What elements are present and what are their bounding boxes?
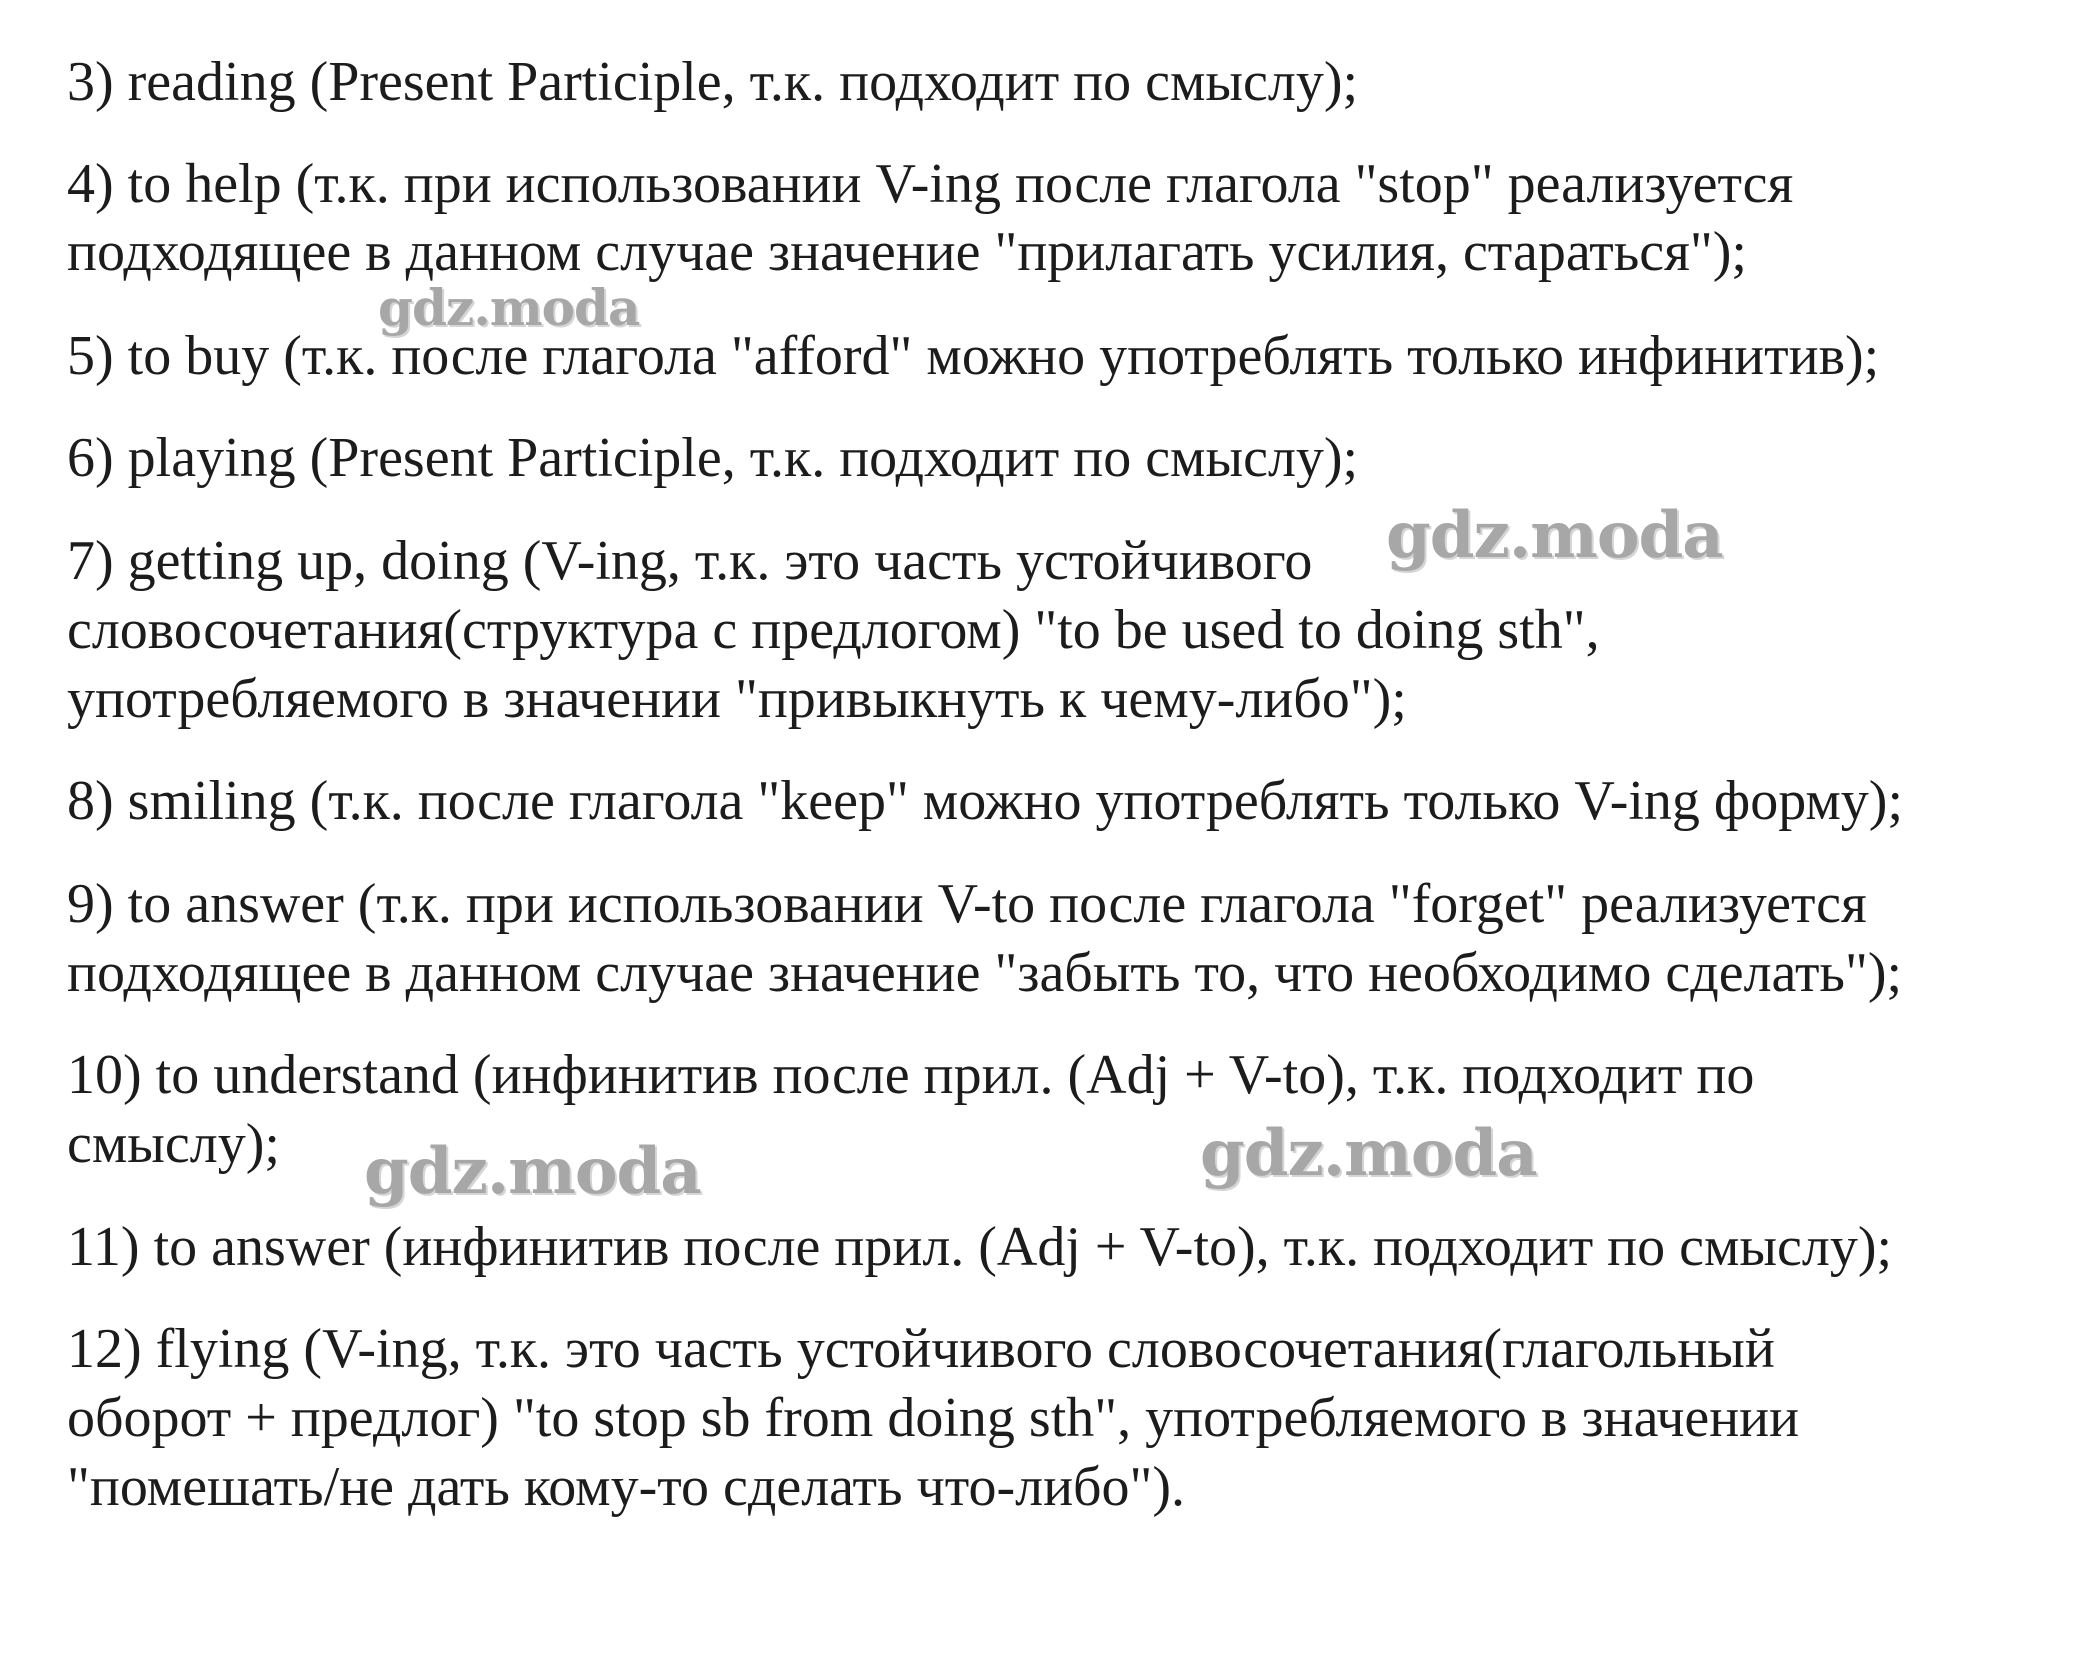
answer-10-line-1: 10) to understand (инфинитив после прил. (Adj + V-to), т.к. подходит по [67, 1044, 1755, 1106]
watermark: gdz.moda [1386, 498, 1723, 573]
answer-10-line-2: смыслу); [67, 1113, 280, 1175]
answer-9-line-1: 9) to answer (т.к. при использовании V-to после глагола "forget" реализуется [67, 873, 1867, 935]
answer-7-line-3: употребляемого в значении "привыкнуть к чему-либо"); [67, 668, 1407, 730]
answer-3-line-1: 3) reading (Present Participle, т.к. подходит по смыслу); [67, 51, 1359, 113]
answer-12-line-2: оборот + предлог) "to stop sb from doing sth", употребляемого в значении [67, 1387, 1800, 1449]
watermark: gdz.moda [378, 278, 640, 337]
answer-5-line-1: 5) to buy (т.к. после глагола "afford" можно употреблять только инфинитив); [67, 325, 1880, 387]
answer-11-line-1: 11) to answer (инфинитив после прил. (Adj + V-to), т.к. подходит по смыслу); [67, 1216, 1893, 1278]
answer-7-line-1: 7) getting up, doing (V-ing, т.к. это часть устойчивого [67, 530, 1313, 592]
answer-4-line-2: подходящее в данном случае значение "прилагать усилия, стараться"); [67, 221, 1747, 283]
answer-9-line-2: подходящее в данном случае значение "забыть то, что необходимо сделать"); [67, 942, 1903, 1004]
answer-12-line-3: "помешать/не дать кому-то сделать что-либо"). [67, 1456, 1186, 1518]
answer-12-line-1: 12) flying (V-ing, т.к. это часть устойчивого словосочетания(глагольный [67, 1318, 1775, 1380]
watermark: gdz.moda [1200, 1116, 1537, 1191]
answer-7-line-2: словосочетания(структура с предлогом) "to be used to doing sth", [67, 599, 1600, 661]
watermark: gdz.moda [364, 1134, 701, 1209]
answer-8-line-1: 8) smiling (т.к. после глагола "keep" можно употреблять только V-ing форму); [67, 770, 1903, 832]
answer-4-line-1: 4) to help (т.к. при использовании V-ing после глагола "stop" реализуется [67, 153, 1794, 215]
answer-6-line-1: 6) playing (Present Participle, т.к. подходит по смыслу); [67, 427, 1359, 489]
